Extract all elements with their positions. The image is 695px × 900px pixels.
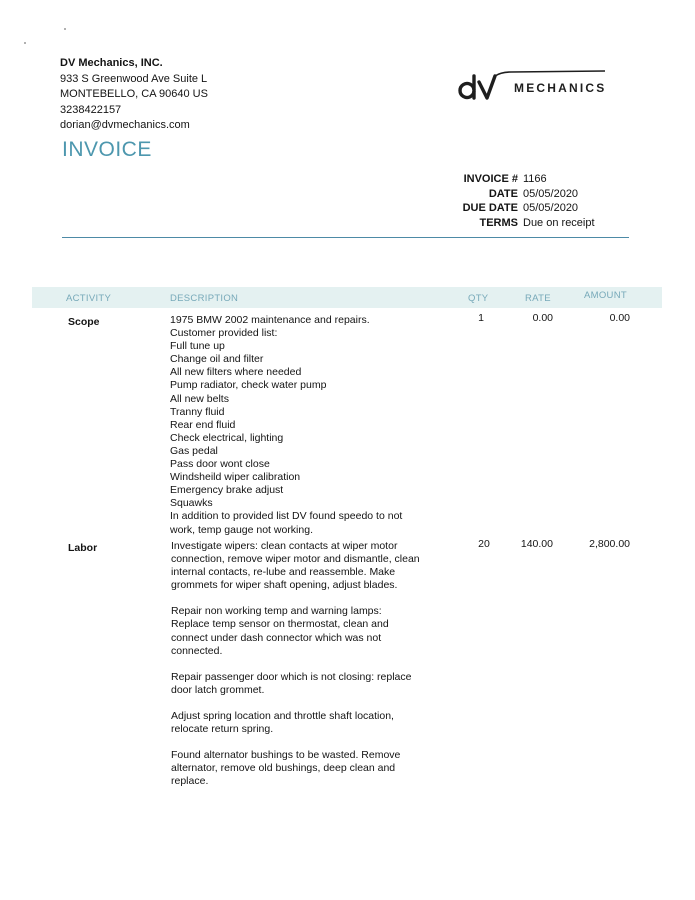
meta-value: 05/05/2020 [523, 202, 579, 215]
description-line: Change oil and filter [170, 353, 264, 366]
meta-value: 1166 [523, 173, 547, 185]
scan-speck [64, 28, 66, 30]
description-line: Full tune up [170, 340, 225, 353]
description-line: 1975 BMW 2002 maintenance and repairs. [170, 314, 370, 326]
description-line: Pump radiator, check water pump [170, 379, 327, 392]
header-activity: ACTIVITY [66, 293, 112, 304]
company-phone: 3238422157 [60, 103, 122, 116]
header-amount: AMOUNT [584, 290, 627, 301]
description-line: All new filters where needed [170, 366, 302, 379]
company-info [60, 56, 208, 134]
description-line: Pass door wont close [170, 458, 270, 471]
logo-wordmark: MECHANICS [514, 81, 607, 95]
meta-due-date [380, 201, 620, 216]
company-name: DV Mechanics, INC. [60, 57, 163, 69]
row-rate: 140.00 [520, 538, 553, 550]
row-amount: 2,800.00 [589, 538, 630, 550]
meta-label: TERMS [479, 216, 518, 229]
description-line: Emergency brake adjust [170, 484, 284, 497]
row-description [171, 540, 421, 801]
meta-date [380, 187, 620, 202]
company-address-line1: 933 S Greenwood Ave Suite L [60, 72, 208, 85]
description-paragraph: Adjust spring location and throttle shaft location, relocate return spring. [171, 709, 394, 736]
description-line: Tranny fluid [170, 405, 225, 418]
description-line: All new belts [170, 392, 229, 405]
invoice-meta [380, 172, 620, 230]
row-activity: Labor [68, 542, 98, 554]
row-rate: 0.00 [532, 312, 553, 324]
header-qty: QTY [468, 293, 489, 304]
description-paragraph: Repair passenger door which is not closing: replace door latch grommet. [171, 670, 412, 696]
meta-value: 05/05/2020 [523, 187, 579, 200]
header-description: DESCRIPTION [170, 293, 239, 304]
description-line: Customer provided list: [170, 327, 278, 340]
header-divider [62, 237, 629, 238]
table-header [32, 287, 662, 308]
header-rate: RATE [525, 293, 551, 304]
row-amount: 0.00 [609, 312, 630, 324]
description-line: work, temp gauge not working. [170, 523, 313, 536]
meta-terms [380, 216, 620, 231]
meta-label: DUE DATE [462, 202, 518, 215]
row-qty: 1 [478, 312, 484, 324]
row-qty: 20 [478, 538, 490, 550]
description-paragraph: Repair non working temp and warning lamps: Replace temp sensor on thermostat, clean and connect under dash connector which was not connected. [171, 605, 389, 657]
meta-value: Due on receipt [523, 216, 595, 229]
scan-speck [24, 42, 26, 44]
row-description [170, 314, 432, 537]
document-title: INVOICE [62, 138, 152, 161]
meta-invoice-number [380, 172, 620, 187]
meta-label: DATE [488, 187, 518, 200]
description-line: Rear end fluid [170, 418, 236, 431]
meta-label: INVOICE # [463, 173, 518, 185]
description-paragraph: Found alternator bushings to be wasted. Remove alternator, remove old bushings, deep clean and replace. [171, 749, 401, 788]
row-activity: Scope [68, 316, 100, 328]
company-email: dorian@dvmechanics.com [60, 119, 190, 131]
description-line: In addition to provided list DV found speedo to not [170, 510, 403, 523]
description-paragraph: Investigate wipers: clean contacts at wiper motor connection, remove wiper motor and dismantle, clean internal contacts, re-lube and reassemble. Make grommets for wiper shaft opening, adjust blades. [171, 540, 420, 592]
description-line: Windsheild wiper calibration [170, 471, 301, 484]
company-address-line2: MONTEBELLO, CA 90640 US [60, 88, 208, 100]
description-line: Check electrical, lighting [170, 431, 284, 444]
description-line: Gas pedal [170, 444, 218, 457]
description-line: Squawks [170, 497, 213, 510]
